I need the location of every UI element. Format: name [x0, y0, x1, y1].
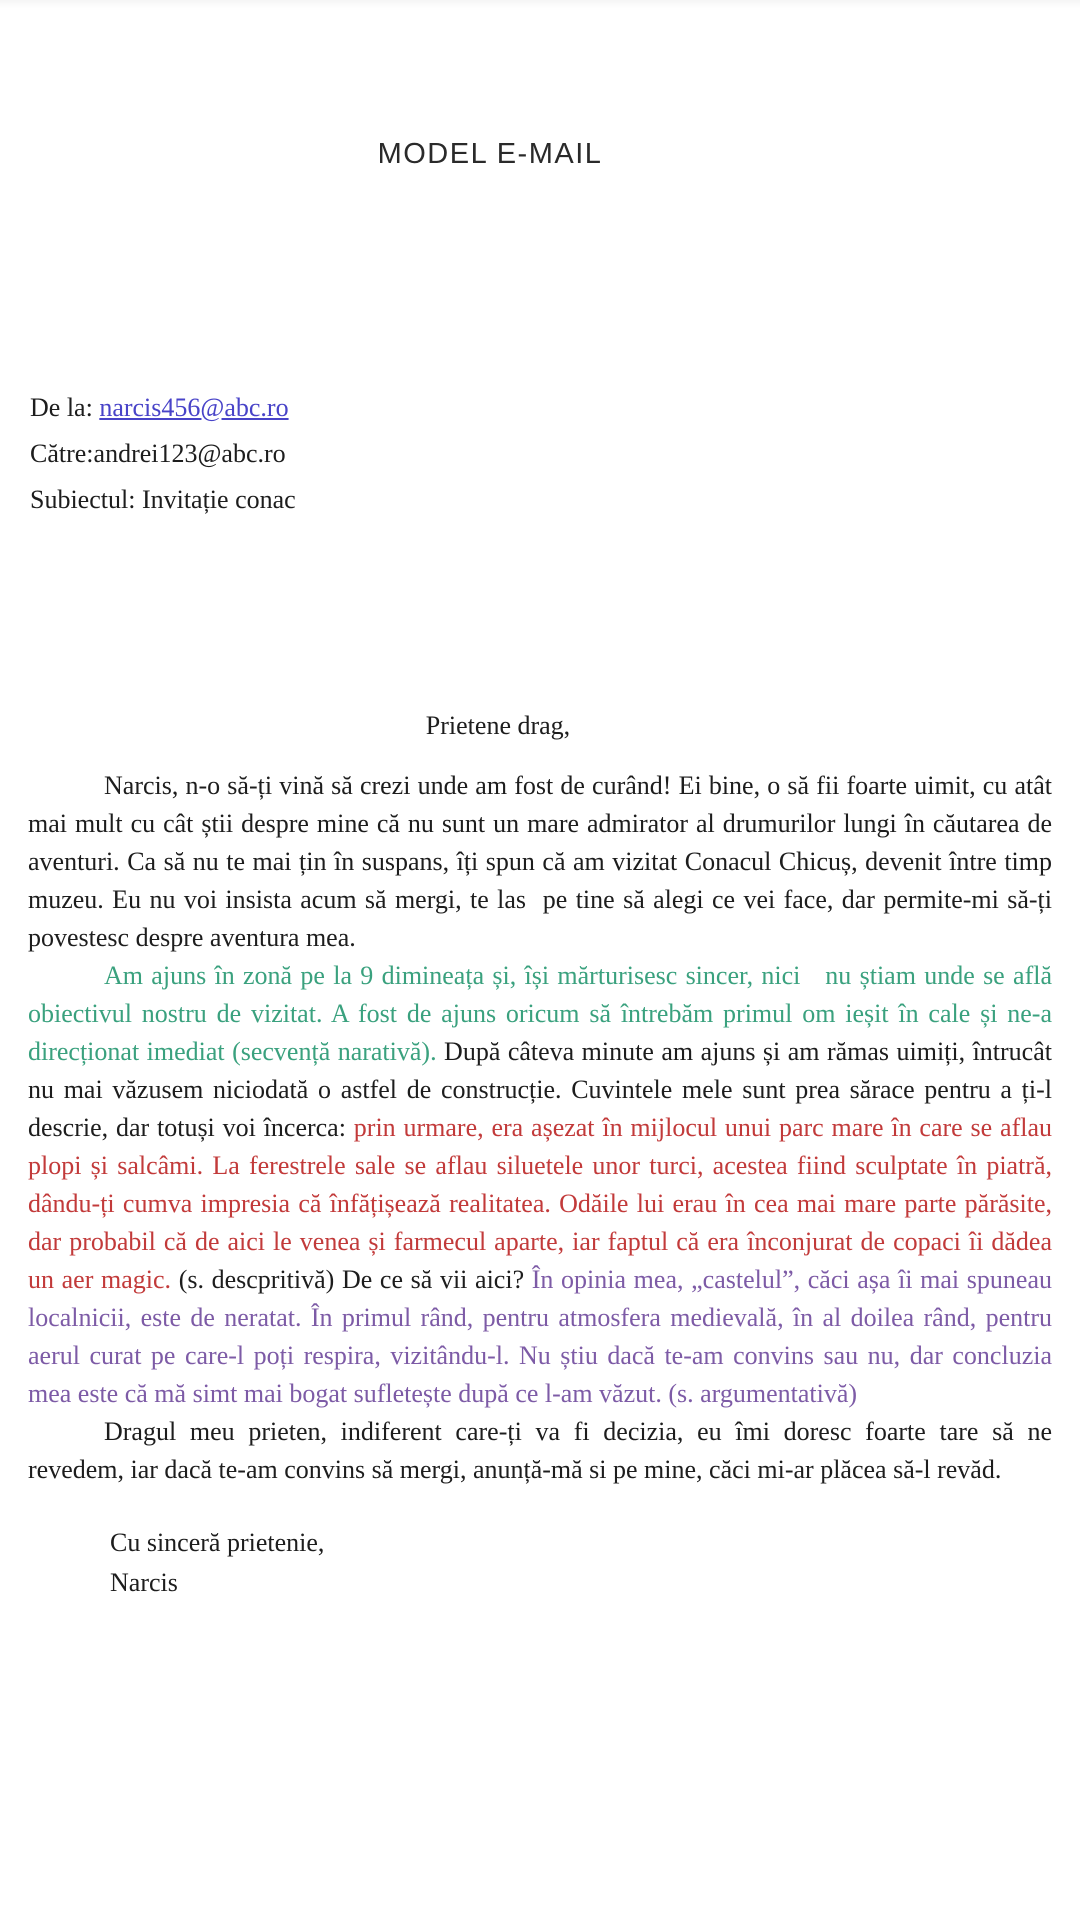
email-greeting: Prietene drag, — [425, 711, 571, 740]
subject-label: Subiectul: — [30, 485, 142, 514]
email-headers — [0, 385, 1080, 523]
to-label: Către: — [30, 439, 94, 468]
paragraph-intro: Narcis, n-o să-ți vină să crezi unde am fost de curând! Ei bine, o să fii foarte uimit, cu atât mai mult cu cât știi despre mine că nu sunt un mare admirator al drumurilor lungi în căutarea de aventuri. Ca să nu te mai țin în suspans, îți spun că am vizitat Conacul Chicuș, devenit între timp muzeu. Eu nu voi insista acum să mergi, te las pe tine să alegi ce vei face, dar permite-mi să-ți povestesc despre aventura mea. — [28, 771, 1052, 952]
closing-phrase: Cu sinceră prietenie, — [110, 1528, 325, 1557]
to-email-value: andrei123@abc.ro — [93, 439, 286, 468]
signature-name: Narcis — [110, 1568, 178, 1597]
from-label: De la: — [30, 393, 100, 422]
header-from — [30, 385, 1080, 431]
email-body — [0, 767, 1080, 1489]
paragraph-segment-green: Am ajuns în zonă pe la 9 dimineața și, își mărturisesc sincer, nici nu știam unde se află obiectivul nostru de vizitat. A fost de ajuns oricum să întrebăm primul om ieșit în cale și ne-a direcționat imediat (secvență narativă). — [28, 961, 1052, 1066]
paragraph-conclusion: Dragul meu prieten, indiferent care-ți va fi decizia, eu îmi doresc foarte tare să ne revedem, iar dacă te-am convins să mergi, anunță-mă si pe mine, căci mi-ar plăcea să-l revăd. — [28, 1417, 1052, 1484]
paragraph-segment-black: (s. descpritivă) De ce să vii aici? — [178, 1265, 532, 1294]
header-to — [30, 431, 1080, 477]
from-email-link[interactable]: narcis456@abc.ro — [99, 393, 289, 422]
page-title: MODEL E-MAIL — [377, 138, 603, 170]
paragraph-segment-black: După câteva minute am ajuns și am rămas uimiți, întrucât nu mai văzusem niciodată o astfel de construcție. Cuvintele mele sunt prea sărace pentru a ți-l descrie, dar totuși voi încerca: — [28, 1037, 1052, 1142]
header-subject — [30, 477, 1080, 523]
paragraph-segment-red: prin urmare, era așezat în mijlocul unui parc mare în care se aflau plopi și salcâmi. La ferestrele sale se aflau siluetele unor turci, acestea fiind sculptate în piatră, dându-ți cumva impresia că înfățișează realitatea. Odăile lui erau în cea mai mare parte părăsite, dar probabil că de aici le venea și farmecul aparte, iar faptul că era înconjurat de copaci îi dădea un aer magic. — [28, 1113, 1052, 1294]
subject-value: Invitație conac — [141, 485, 296, 514]
paragraph-segment-purple: În opinia mea, „castelul”, căci așa îi mai spuneau localnicii, este de neratat. În primul rând, pentru atmosfera medievală, în al doilea rând, pentru aerul curat pe care-l poți respira, vizitându-l. Nu știu dacă te-am convins sau nu, dar concluzia mea este că mă simt mai bogat sufletește după ce l-am văzut. (s. argumentativă) — [28, 1265, 1052, 1408]
paragraph-description-mixed-colors — [28, 957, 1052, 1413]
closing-block — [0, 1523, 1080, 1603]
